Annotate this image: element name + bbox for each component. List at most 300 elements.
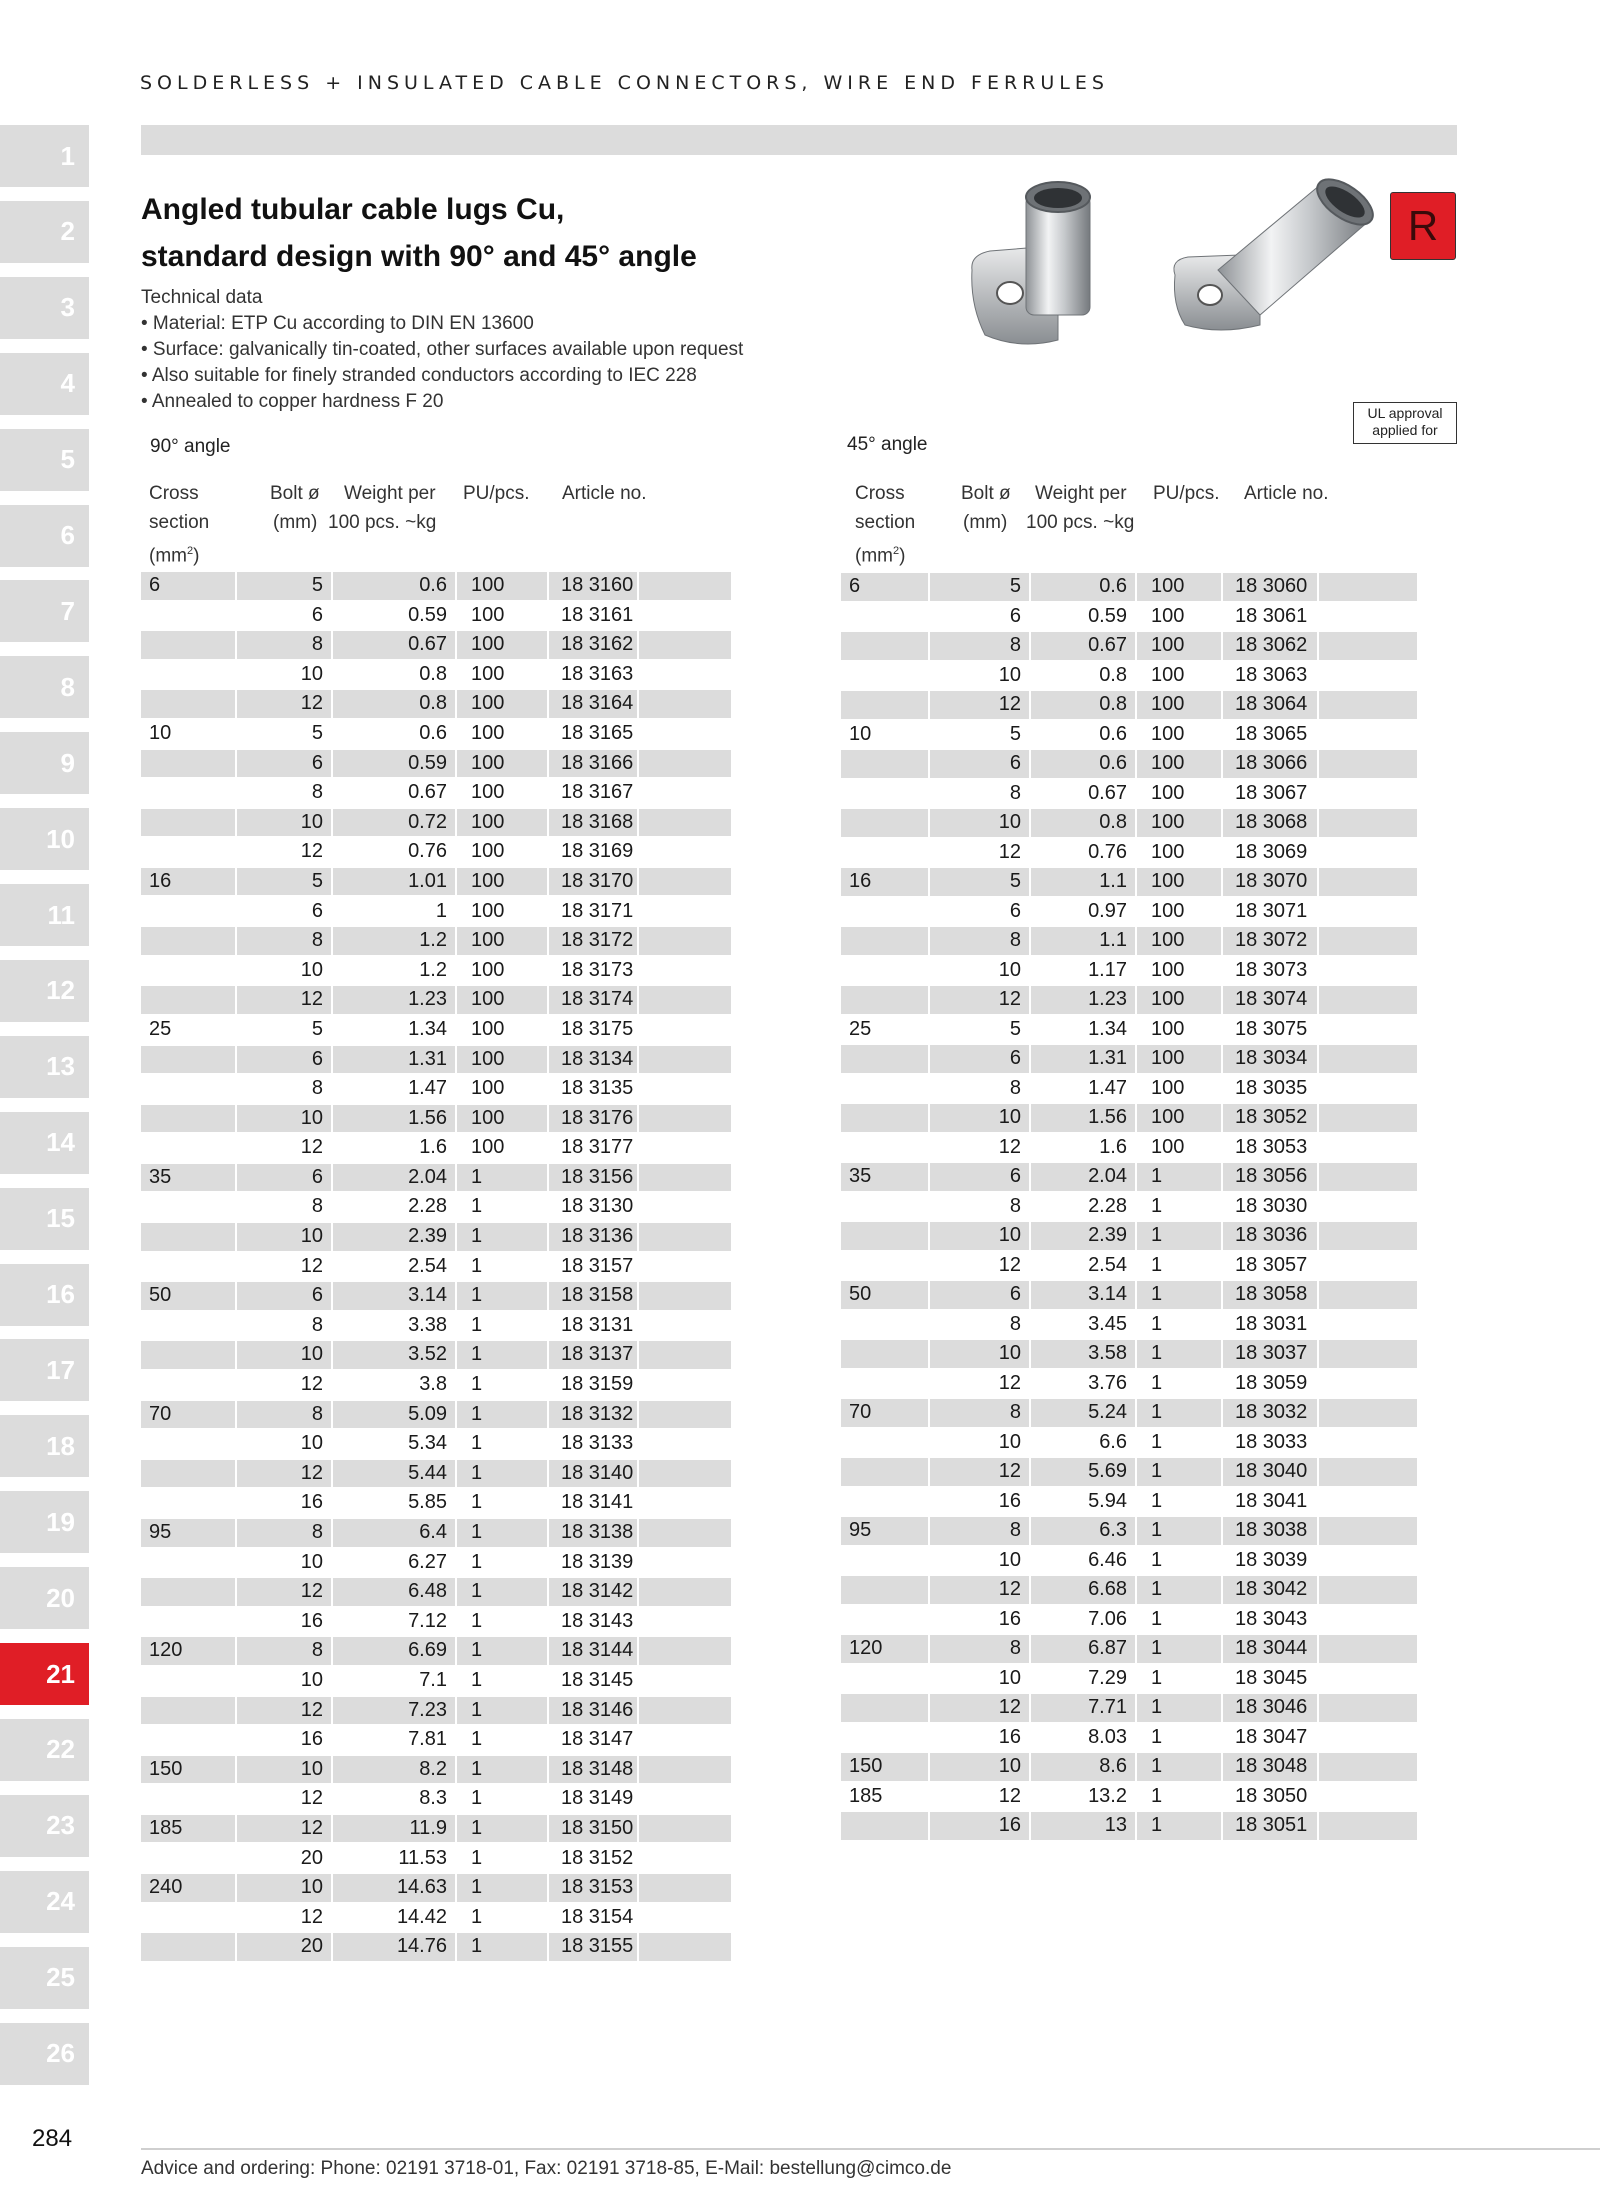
article-cell: 18 3035 — [1235, 1076, 1308, 1099]
pu-cell: 100 — [471, 603, 505, 626]
pu-cell: 1 — [471, 1254, 483, 1277]
blank-cell — [1319, 927, 1417, 955]
article-cell: 18 3134 — [549, 1046, 637, 1074]
article-cell: 18 3144 — [549, 1637, 637, 1665]
bolt-cell: 12 — [237, 986, 331, 1014]
pu-cell: 1 — [1151, 1784, 1163, 1807]
cross-section-cell — [841, 809, 928, 837]
chapter-tab-1[interactable]: 1 — [0, 125, 89, 187]
weight-cell: 13.2 — [1088, 1784, 1127, 1807]
chapter-tab-23[interactable]: 23 — [0, 1795, 89, 1857]
cross-section-cell — [841, 1488, 928, 1516]
column-header-weight — [328, 479, 436, 537]
weight-cell: 8.2 — [333, 1756, 455, 1784]
pu-cell: 1 — [1151, 1489, 1163, 1512]
article-cell: 18 3030 — [1235, 1194, 1308, 1217]
chapter-tab-24[interactable]: 24 — [0, 1871, 89, 1933]
article-cell: 18 3061 — [1235, 604, 1308, 627]
cross-section-cell — [841, 691, 928, 719]
pu-cell: 100 — [1151, 663, 1185, 686]
bolt-cell: 10 — [998, 1430, 1021, 1453]
cross-section-cell: 95 — [841, 1517, 928, 1545]
pu-cell: 1 — [457, 1697, 547, 1725]
chapter-tab-19[interactable]: 19 — [0, 1491, 89, 1553]
pu-cell: 1 — [471, 1313, 483, 1336]
pu-cell: 1 — [1137, 1635, 1221, 1663]
cross-section-cell: 25 — [149, 1017, 172, 1040]
cross-section-cell — [841, 1547, 928, 1575]
weight-cell: 0.59 — [333, 750, 455, 778]
weight-cell: 2.28 — [408, 1195, 447, 1218]
bolt-cell: 6 — [930, 1163, 1029, 1191]
chapter-tab-12[interactable]: 12 — [0, 960, 89, 1022]
weight-cell: 2.04 — [1031, 1163, 1135, 1191]
bolt-cell: 12 — [998, 1253, 1021, 1276]
article-cell: 18 3170 — [549, 868, 637, 896]
weight-cell: 1.17 — [1088, 958, 1127, 981]
article-cell: 18 3036 — [1223, 1222, 1317, 1250]
pu-cell: 100 — [1151, 1135, 1185, 1158]
blank-cell — [1319, 898, 1417, 926]
pu-cell: 1 — [457, 1815, 547, 1843]
article-cell: 18 3074 — [1223, 986, 1317, 1014]
article-cell: 18 3177 — [561, 1136, 634, 1159]
cross-section-cell — [141, 1223, 235, 1251]
cross-section-cell — [841, 839, 928, 867]
blank-cell — [1319, 1193, 1417, 1221]
weight-cell: 1.31 — [333, 1046, 455, 1074]
blank-cell — [639, 898, 731, 926]
bolt-cell: 16 — [930, 1812, 1029, 1840]
cross-section-cell — [141, 1608, 235, 1636]
bolt-cell: 12 — [998, 840, 1021, 863]
section-label-90: 90° angle — [150, 436, 231, 457]
chapter-tab-17[interactable]: 17 — [0, 1339, 89, 1401]
bolt-cell: 6 — [237, 1282, 331, 1310]
weight-cell: 0.97 — [1088, 899, 1127, 922]
pu-cell: 100 — [1151, 604, 1185, 627]
pu-cell: 1 — [1137, 1517, 1221, 1545]
blank-cell — [1319, 1665, 1417, 1693]
cross-section-cell — [841, 662, 928, 690]
cross-section-cell — [841, 1311, 928, 1339]
bolt-cell: 8 — [930, 927, 1029, 955]
article-cell: 18 3164 — [549, 690, 637, 718]
pu-cell: 100 — [457, 927, 547, 955]
bolt-cell: 10 — [300, 662, 323, 685]
cross-section-cell: 185 — [141, 1815, 235, 1843]
technical-data — [141, 285, 841, 415]
footer-divider — [141, 2148, 1600, 2150]
weight-cell: 7.29 — [1088, 1666, 1127, 1689]
article-cell: 18 3135 — [561, 1077, 634, 1100]
pu-cell: 1 — [471, 1432, 483, 1455]
blank-cell — [1319, 662, 1417, 690]
article-cell: 18 3132 — [549, 1401, 637, 1429]
blank-cell — [639, 1726, 731, 1754]
footer-contact: Advice and ordering: Phone: 02191 3718-01, Fax: 02191 3718-85, E-Mail: bestellung@cimco.de — [141, 2158, 952, 2179]
pu-cell: 1 — [1151, 1194, 1163, 1217]
cross-section-cell: 150 — [841, 1753, 928, 1781]
pu-cell: 1 — [457, 1637, 547, 1665]
blank-cell — [639, 1371, 731, 1399]
article-cell: 18 3051 — [1223, 1812, 1317, 1840]
weight-cell: 1.34 — [1088, 1017, 1127, 1040]
blank-cell — [1319, 1399, 1417, 1427]
chapter-tab-25[interactable]: 25 — [0, 1947, 89, 2009]
chapter-tab-13[interactable]: 13 — [0, 1036, 89, 1098]
bolt-cell: 12 — [998, 1784, 1021, 1807]
pu-cell: 100 — [1151, 840, 1185, 863]
blank-cell — [639, 1134, 731, 1162]
blank-cell — [1319, 986, 1417, 1014]
cross-section-cell — [141, 1341, 235, 1369]
bolt-cell: 5 — [237, 572, 331, 600]
blank-cell — [1319, 1606, 1417, 1634]
cross-section-cell — [141, 927, 235, 955]
blank-cell — [1319, 1547, 1417, 1575]
chapter-tab-4[interactable]: 4 — [0, 353, 89, 415]
bolt-cell: 10 — [300, 958, 323, 981]
weight-cell: 6.4 — [333, 1519, 455, 1547]
chapter-tab-7[interactable]: 7 — [0, 580, 89, 642]
chapter-tab-6[interactable]: 6 — [0, 505, 89, 567]
pu-cell: 1 — [471, 1491, 483, 1514]
weight-cell: 0.8 — [1031, 691, 1135, 719]
pu-cell: 100 — [471, 1077, 505, 1100]
blank-cell — [1319, 1783, 1417, 1811]
cross-section-cell — [141, 1785, 235, 1813]
blank-cell — [1319, 721, 1417, 749]
bolt-cell: 5 — [237, 868, 331, 896]
cross-section-cell — [841, 1665, 928, 1693]
pu-cell: 1 — [1137, 1753, 1221, 1781]
cross-section-cell — [141, 1549, 235, 1577]
article-cell: 18 3072 — [1223, 927, 1317, 955]
weight-cell: 0.67 — [408, 781, 447, 804]
pu-cell: 100 — [1151, 722, 1185, 745]
cross-section-cell — [141, 1667, 235, 1695]
article-cell: 18 3043 — [1235, 1607, 1308, 1630]
weight-cell: 1.2 — [419, 958, 447, 981]
header-text: 100 pcs. ~kg — [328, 512, 437, 533]
chapter-tab-20[interactable]: 20 — [0, 1567, 89, 1629]
weight-cell: 7.1 — [419, 1668, 447, 1691]
chapter-tab-22[interactable]: 22 — [0, 1719, 89, 1781]
bolt-cell: 10 — [237, 1223, 331, 1251]
bolt-cell: 5 — [930, 868, 1029, 896]
blank-cell — [1319, 1753, 1417, 1781]
cross-section-cell: 35 — [141, 1164, 235, 1192]
chapter-tab-18[interactable]: 18 — [0, 1415, 89, 1477]
pu-cell: 100 — [1151, 1017, 1185, 1040]
technical-bullet: • Material: ETP Cu according to DIN EN 13600 — [141, 313, 534, 334]
weight-cell: 8.3 — [419, 1787, 447, 1810]
pu-cell: 100 — [457, 1105, 547, 1133]
pu-cell: 1 — [457, 1933, 547, 1961]
cross-section-cell — [141, 1697, 235, 1725]
pu-cell: 100 — [1151, 899, 1185, 922]
pu-cell: 1 — [471, 1195, 483, 1218]
blank-cell — [1319, 1134, 1417, 1162]
blank-cell — [1319, 1311, 1417, 1339]
cross-section-cell — [841, 1045, 928, 1073]
pu-cell: 1 — [457, 1401, 547, 1429]
blank-cell — [639, 1608, 731, 1636]
column-header-pu: PU/pcs. — [463, 483, 530, 504]
article-cell: 18 3075 — [1235, 1017, 1308, 1040]
pu-cell: 100 — [471, 662, 505, 685]
chapter-tab-11[interactable]: 11 — [0, 884, 89, 946]
article-cell: 18 3041 — [1235, 1489, 1308, 1512]
blank-cell — [1319, 573, 1417, 601]
article-cell: 18 3145 — [561, 1668, 634, 1691]
column-header-bolt — [270, 479, 320, 537]
weight-cell: 2.04 — [333, 1164, 455, 1192]
chapter-tab-16[interactable]: 16 — [0, 1264, 89, 1326]
chapter-tab-3[interactable]: 3 — [0, 277, 89, 339]
pu-cell: 1 — [471, 1550, 483, 1573]
article-cell: 18 3057 — [1235, 1253, 1308, 1276]
chapter-tab-2[interactable]: 2 — [0, 201, 89, 263]
bolt-cell: 8 — [1009, 781, 1021, 804]
weight-cell: 2.28 — [1088, 1194, 1127, 1217]
pu-cell: 100 — [1137, 1104, 1221, 1132]
weight-cell: 5.44 — [333, 1460, 455, 1488]
article-cell: 18 3047 — [1235, 1725, 1308, 1748]
cross-section-cell — [841, 1193, 928, 1221]
article-cell: 18 3167 — [561, 781, 634, 804]
weight-cell: 3.45 — [1088, 1312, 1127, 1335]
cross-section-cell: 150 — [141, 1756, 235, 1784]
bolt-cell: 8 — [930, 1517, 1029, 1545]
bolt-cell: 12 — [930, 986, 1029, 1014]
weight-cell: 2.39 — [333, 1223, 455, 1251]
ul-approval-line-1: UL approval — [1367, 405, 1443, 421]
pu-cell: 1 — [1137, 1812, 1221, 1840]
weight-cell: 1.6 — [1099, 1135, 1127, 1158]
cross-section-cell — [141, 838, 235, 866]
column-header-bolt-45 — [961, 479, 1011, 537]
column-header-cross-section — [149, 479, 209, 570]
article-cell: 18 3175 — [561, 1017, 634, 1040]
blank-cell — [1319, 1517, 1417, 1545]
technical-bullet: • Also suitable for finely stranded conductors according to IEC 228 — [141, 365, 697, 386]
bolt-cell: 8 — [311, 1195, 323, 1218]
bolt-cell: 12 — [300, 1254, 323, 1277]
article-cell: 18 3146 — [549, 1697, 637, 1725]
technical-data-heading: Technical data — [141, 287, 263, 308]
article-cell: 18 3152 — [561, 1846, 634, 1869]
bolt-cell: 6 — [1009, 604, 1021, 627]
weight-cell: 11.9 — [333, 1815, 455, 1843]
blank-cell — [1319, 809, 1417, 837]
weight-cell: 0.8 — [1099, 663, 1127, 686]
cross-section-cell — [841, 1222, 928, 1250]
blank-cell — [639, 1075, 731, 1103]
chapter-tab-9[interactable]: 9 — [0, 732, 89, 794]
pu-cell: 1 — [1137, 1458, 1221, 1486]
pu-cell: 1 — [1151, 1725, 1163, 1748]
pu-cell: 1 — [1137, 1163, 1221, 1191]
pu-cell: 1 — [1137, 1340, 1221, 1368]
bolt-cell: 6 — [311, 603, 323, 626]
pu-cell: 100 — [1137, 1045, 1221, 1073]
cross-section-cell — [841, 898, 928, 926]
blank-cell — [639, 1489, 731, 1517]
ul-approval-line-2: applied for — [1372, 422, 1438, 438]
bolt-cell: 10 — [998, 663, 1021, 686]
weight-cell: 2.39 — [1031, 1222, 1135, 1250]
blank-cell — [639, 750, 731, 778]
header-text: (mm — [149, 545, 187, 567]
bolt-cell: 8 — [1009, 1076, 1021, 1099]
bolt-cell: 10 — [930, 809, 1029, 837]
pu-cell: 1 — [457, 1460, 547, 1488]
bolt-cell: 12 — [237, 690, 331, 718]
blank-cell — [639, 1341, 731, 1369]
weight-cell: 0.76 — [1088, 840, 1127, 863]
cross-section-cell: 50 — [841, 1281, 928, 1309]
cross-section-cell — [841, 1075, 928, 1103]
cross-section-cell — [841, 927, 928, 955]
cross-section-cell — [841, 1606, 928, 1634]
article-cell: 18 3038 — [1223, 1517, 1317, 1545]
pu-cell: 1 — [1137, 1694, 1221, 1722]
blank-cell — [1319, 1340, 1417, 1368]
weight-cell: 0.8 — [1031, 809, 1135, 837]
bolt-cell: 12 — [237, 1578, 331, 1606]
bolt-cell: 12 — [300, 1373, 323, 1396]
blank-cell — [639, 1105, 731, 1133]
cross-section-cell — [841, 750, 928, 778]
pu-cell: 100 — [1137, 691, 1221, 719]
article-cell: 18 3173 — [561, 958, 634, 981]
chapter-tab-5[interactable]: 5 — [0, 429, 89, 491]
bolt-cell: 16 — [300, 1609, 323, 1632]
blank-cell — [1319, 1576, 1417, 1604]
article-cell: 18 3161 — [561, 603, 634, 626]
chapter-tab-10[interactable]: 10 — [0, 808, 89, 870]
bolt-cell: 12 — [998, 1135, 1021, 1158]
bolt-cell: 20 — [300, 1846, 323, 1869]
blank-cell — [1319, 1370, 1417, 1398]
weight-cell: 1.1 — [1031, 868, 1135, 896]
blank-cell — [639, 1401, 731, 1429]
chapter-tab-26[interactable]: 26 — [0, 2023, 89, 2085]
section-label-45: 45° angle — [847, 434, 928, 455]
article-cell: 18 3157 — [561, 1254, 634, 1277]
article-cell: 18 3042 — [1223, 1576, 1317, 1604]
article-cell: 18 3033 — [1235, 1430, 1308, 1453]
bolt-cell: 12 — [300, 1136, 323, 1159]
cross-section-cell — [141, 898, 235, 926]
article-cell: 18 3133 — [561, 1432, 634, 1455]
blank-cell — [639, 1874, 731, 1902]
header-text: 100 pcs. ~kg — [1026, 512, 1135, 533]
blank-cell — [1319, 1488, 1417, 1516]
column-header-article: Article no. — [562, 483, 647, 504]
header-text: (mm — [855, 545, 893, 567]
blank-cell — [1319, 1016, 1417, 1044]
cross-section-cell — [141, 1845, 235, 1873]
weight-cell: 3.14 — [333, 1282, 455, 1310]
cross-section-cell — [141, 1312, 235, 1340]
weight-cell: 5.85 — [408, 1491, 447, 1514]
article-cell: 18 3050 — [1235, 1784, 1308, 1807]
bolt-cell: 12 — [930, 1694, 1029, 1722]
pu-cell: 100 — [457, 809, 547, 837]
cross-section-cell — [841, 780, 928, 808]
bolt-cell: 10 — [930, 1222, 1029, 1250]
header-text: Bolt ø — [961, 483, 1011, 504]
pu-cell: 100 — [1137, 632, 1221, 660]
chapter-tab-8[interactable]: 8 — [0, 656, 89, 718]
weight-cell: 11.53 — [398, 1846, 447, 1869]
cross-section-cell — [141, 1904, 235, 1932]
bolt-cell: 10 — [300, 1668, 323, 1691]
cross-section-cell — [141, 661, 235, 689]
bolt-cell: 8 — [237, 1637, 331, 1665]
blank-cell — [1319, 1724, 1417, 1752]
bolt-cell: 6 — [237, 750, 331, 778]
blank-cell — [639, 1904, 731, 1932]
cross-section-cell — [841, 1576, 928, 1604]
blank-cell — [1319, 1252, 1417, 1280]
bolt-cell: 12 — [300, 1787, 323, 1810]
weight-cell: 6.27 — [408, 1550, 447, 1573]
weight-cell: 1.23 — [1031, 986, 1135, 1014]
cross-section-cell: 70 — [841, 1399, 928, 1427]
chapter-tab-21[interactable]: 21 — [0, 1643, 89, 1705]
blank-cell — [639, 1016, 731, 1044]
pu-cell: 1 — [1151, 1666, 1163, 1689]
weight-cell: 1 — [435, 899, 447, 922]
bolt-cell: 6 — [311, 899, 323, 922]
weight-cell: 13 — [1031, 1812, 1135, 1840]
weight-cell: 6.6 — [1099, 1430, 1127, 1453]
blank-cell — [1319, 957, 1417, 985]
cross-section-cell — [141, 1134, 235, 1162]
pu-cell: 100 — [1137, 809, 1221, 837]
weight-cell: 0.76 — [408, 840, 447, 863]
bolt-cell: 10 — [998, 1666, 1021, 1689]
article-cell: 18 3137 — [549, 1341, 637, 1369]
pu-cell: 100 — [471, 899, 505, 922]
bolt-cell: 16 — [998, 1489, 1021, 1512]
cross-section-cell: 6 — [841, 573, 928, 601]
article-cell: 18 3052 — [1223, 1104, 1317, 1132]
column-header-article-45: Article no. — [1244, 483, 1329, 504]
blank-cell — [639, 1578, 731, 1606]
blank-cell — [639, 1815, 731, 1843]
chapter-tab-14[interactable]: 14 — [0, 1112, 89, 1174]
weight-cell: 0.6 — [333, 572, 455, 600]
pu-cell: 100 — [457, 572, 547, 600]
article-cell: 18 3059 — [1235, 1371, 1308, 1394]
weight-cell: 1.31 — [1031, 1045, 1135, 1073]
blank-cell — [639, 631, 731, 659]
article-cell: 18 3166 — [549, 750, 637, 778]
cross-section-cell — [141, 1933, 235, 1961]
pu-cell: 1 — [457, 1282, 547, 1310]
cross-section-cell — [841, 603, 928, 631]
article-cell: 18 3172 — [549, 927, 637, 955]
chapter-tab-15[interactable]: 15 — [0, 1188, 89, 1250]
pu-cell: 1 — [471, 1373, 483, 1396]
weight-cell: 2.54 — [408, 1254, 447, 1277]
weight-cell: 1.56 — [1031, 1104, 1135, 1132]
